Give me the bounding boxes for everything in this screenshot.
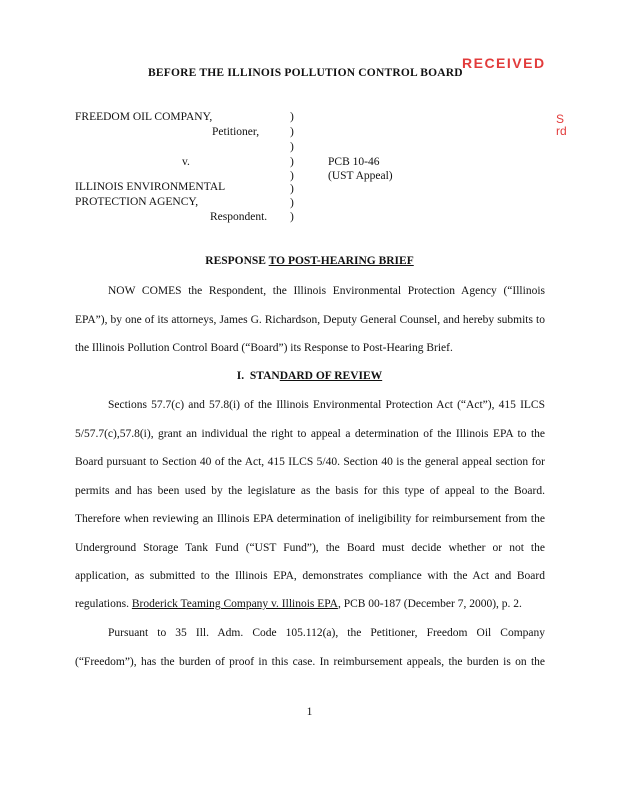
body-line: Board pursuant to Section 40 of the Act, 415 ILCS 5/40. Section 40 is the general appeal section for (75, 456, 545, 468)
case-number: PCB 10-46 (328, 156, 380, 168)
citation-pre: regulations. (75, 598, 132, 610)
page-number: 1 (306, 706, 313, 718)
caption-paren: ) (290, 211, 294, 223)
document-title-underlined: TO POST-HEARING BRIEF (268, 255, 414, 267)
caption-paren: ) (290, 170, 294, 182)
received-stamp: RECEIVED (462, 55, 546, 71)
body-line: (“Freedom”), has the burden of proof in this case. In reimbursement appeals, the burden is on the (75, 656, 545, 668)
intro-line: EPA”), by one of its attorneys, James G. Richardson, Deputy General Counsel, and hereby submits to (75, 314, 545, 326)
intro-line: NOW COMES the Respondent, the Illinois Environmental Protection Agency (“Illinois (108, 285, 545, 297)
case-type: (UST Appeal) (328, 170, 393, 182)
court-title: BEFORE THE ILLINOIS POLLUTION CONTROL BOARD (148, 67, 463, 79)
citation-post: , PCB 00-187 (December 7, 2000), p. 2. (337, 598, 522, 610)
caption-paren: ) (290, 126, 294, 138)
body-line: permits and has been used by the legislature as the basis for this type of appeal to the Board. (75, 485, 545, 497)
body-line: Underground Storage Tank Fund (“UST Fund”), the Board must decide whether or not the (75, 542, 545, 554)
body-line: Sections 57.7(c) and 57.8(i) of the Illinois Environmental Protection Act (“Act”), 415 ILCS (108, 399, 545, 411)
caption-paren: ) (290, 197, 294, 209)
body-line: Therefore when reviewing an Illinois EPA determination of ineligibility for reimbursement from the (75, 513, 545, 525)
stamp-fragment: S (556, 112, 565, 126)
versus-label: v. (182, 156, 190, 168)
caption-paren: ) (290, 183, 294, 195)
section-number: I. (236, 370, 245, 382)
caption-paren: ) (290, 111, 294, 123)
section-title-underlined: DARD OF REVIEW (279, 370, 383, 382)
caption-paren: ) (290, 141, 294, 153)
document-title (0, 255, 619, 267)
body-line: Pursuant to 35 Ill. Adm. Code 105.112(a), the Petitioner, Freedom Oil Company (108, 627, 545, 639)
section-heading (0, 370, 619, 382)
stamp-fragment: rd (556, 124, 567, 138)
respondent-name-line1: ILLINOIS ENVIRONMENTAL (75, 181, 226, 193)
petitioner-role: Petitioner, (212, 126, 260, 138)
respondent-role: Respondent. (210, 211, 268, 223)
body-line: application, as submitted to the Illinois EPA, demonstrates compliance with the Act and Board (75, 570, 545, 582)
intro-line: the Illinois Pollution Control Board (“Board”) its Response to Post-Hearing Brief. (75, 342, 453, 354)
respondent-name-line2: PROTECTION AGENCY, (75, 196, 199, 208)
section-title-pre: STAN (249, 370, 280, 382)
citation-line (75, 598, 545, 610)
case-citation: Broderick Teaming Company v. Illinois EPA (131, 598, 338, 610)
body-line: 5/57.7(c),57.8(i), grant an individual the right to appeal a determination of the Illinois EPA to the (75, 428, 545, 440)
document-title-pre: RESPONSE (205, 255, 269, 267)
petitioner-name: FREEDOM OIL COMPANY, (75, 111, 213, 123)
caption-paren: ) (290, 156, 294, 168)
